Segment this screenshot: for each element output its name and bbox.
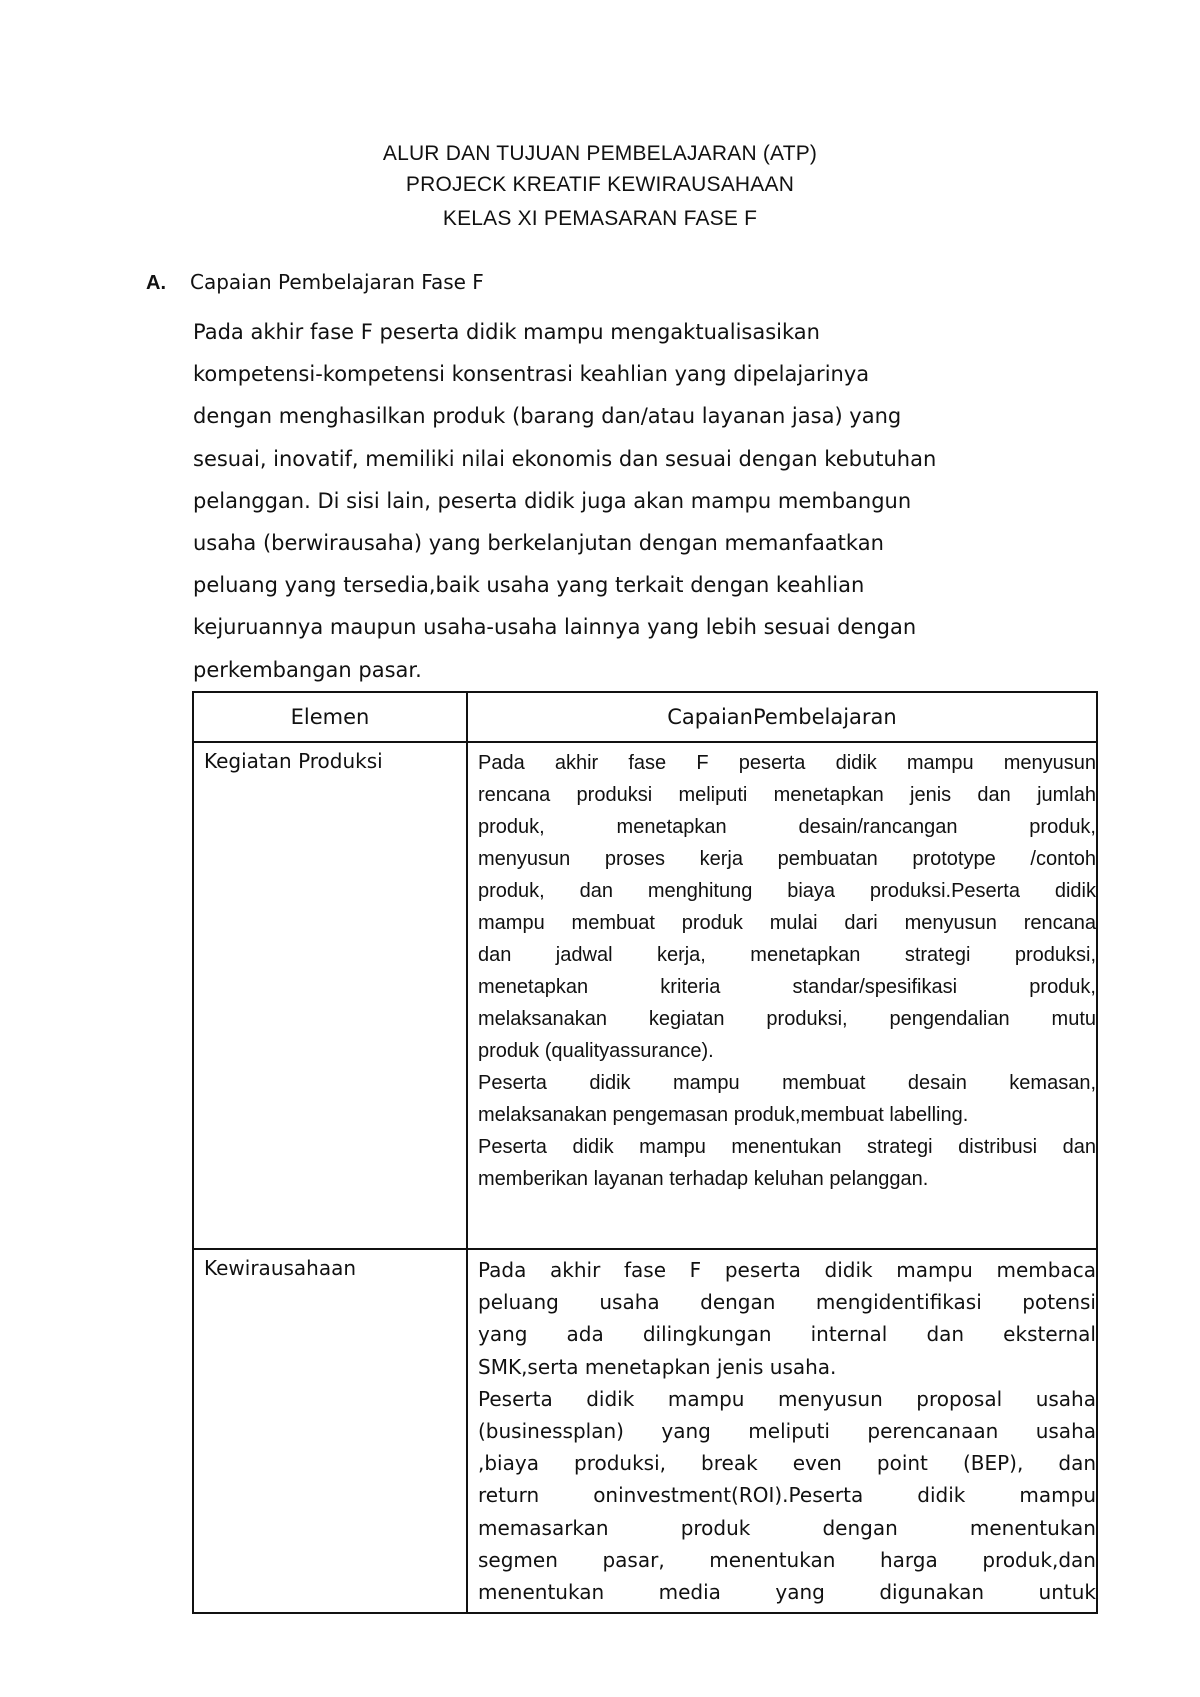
paragraph-line: peluang yang tersedia,baik usaha yang terkait dengan keahlian: [193, 573, 865, 598]
cell-line: melaksanakan kegiatan produksi, pengendalian mutu: [478, 1008, 1096, 1030]
element-cell: Kegiatan Produksi: [193, 742, 467, 1249]
cell-line: memasarkan produk dengan menentukan: [478, 1515, 1096, 1540]
element-cell: Kewirausahaan: [193, 1249, 467, 1613]
cell-line: segmen pasar, menentukan harga produk,dan: [478, 1547, 1096, 1572]
cell-line: (businessplan) yang meliputi perencanaan usaha: [478, 1419, 1096, 1444]
cell-line: Pada akhir fase F peserta didik mampu membaca: [478, 1258, 1096, 1282]
cell-line: rencana produksi meliputi menetapkan jenis dan jumlah: [478, 784, 1096, 806]
cell-line: Pada akhir fase F peserta didik mampu menyusun: [478, 752, 1096, 774]
paragraph-line: perkembangan pasar.: [193, 657, 422, 682]
table-row: [193, 742, 1097, 1249]
header-capaian: CapaianPembelajaran: [467, 692, 1097, 742]
paragraph-line: dengan menghasilkan produk (barang dan/atau layanan jasa) yang: [193, 404, 902, 429]
paragraph-line: kejuruannya maupun usaha-usaha lainnya yang lebih sesuai dengan: [193, 615, 917, 640]
cell-line: Peserta didik mampu menyusun proposal usaha: [478, 1386, 1096, 1411]
cell-line: Peserta didik mampu menentukan strategi distribusi dan: [478, 1136, 1096, 1158]
cell-line: produk, menetapkan desain/rancangan produk,: [478, 816, 1096, 838]
cell-line: produk, dan menghitung biaya produksi.Peserta didik: [478, 880, 1096, 902]
cell-line: melaksanakan pengemasan produk,membuat labelling.: [478, 1104, 969, 1126]
cell-line: return oninvestment(ROI).Peserta didik mampu: [478, 1483, 1096, 1508]
capaian-table: [192, 691, 1098, 1614]
cell-line: peluang usaha dengan mengidentifikasi potensi: [478, 1290, 1096, 1315]
capaian-paragraph: [193, 311, 1081, 691]
cell-line: SMK,serta menetapkan jenis usaha.: [478, 1354, 837, 1379]
cell-line: dan jadwal kerja, menetapkan strategi produksi,: [478, 944, 1096, 966]
cell-line: ,biaya produksi, break even point (BEP), dan: [478, 1451, 1096, 1476]
document-title-line-2: PROJECK KREATIF KEWIRAUSAHAAN: [405, 173, 795, 196]
cell-line: Peserta didik mampu membuat desain kemasan,: [478, 1072, 1096, 1094]
paragraph-line: usaha (berwirausaha) yang berkelanjutan dengan memanfaatkan: [193, 531, 884, 556]
table-header-row: [193, 692, 1097, 742]
capaian-cell: [467, 1249, 1097, 1613]
paragraph-line: kompetensi-kompetensi konsentrasi keahlian yang dipelajarinya: [193, 362, 870, 387]
cell-line: menyusun proses kerja pembuatan prototype /contoh: [478, 848, 1096, 870]
paragraph-line: sesuai, inovatif, memiliki nilai ekonomis dan sesuai dengan kebutuhan: [193, 446, 937, 471]
cell-line: produk (qualityassurance).: [478, 1040, 714, 1062]
section-heading-text: Capaian Pembelajaran Fase F: [190, 270, 484, 294]
cell-line: memberikan layanan terhadap keluhan pelanggan.: [478, 1168, 929, 1190]
cell-line: menetapkan kriteria standar/spesifikasi produk,: [478, 976, 1096, 998]
paragraph-line: pelanggan. Di sisi lain, peserta didik juga akan mampu membangun: [193, 488, 912, 513]
section-letter: A.: [146, 272, 166, 294]
header-elemen: Elemen: [193, 692, 467, 742]
cell-line: yang ada dilingkungan internal dan eksternal: [478, 1322, 1096, 1347]
cell-line: menentukan media yang digunakan untuk: [478, 1580, 1096, 1605]
document-title-line-1: ALUR DAN TUJUAN PEMBELAJARAN (ATP): [382, 142, 818, 165]
capaian-cell: [467, 742, 1097, 1249]
cell-line: mampu membuat produk mulai dari menyusun rencana: [478, 912, 1096, 934]
document-title-line-3: KELAS XI PEMASARAN FASE F: [442, 207, 758, 230]
section-a-heading: [146, 270, 484, 295]
paragraph-line: Pada akhir fase F peserta didik mampu mengaktualisasikan: [193, 320, 820, 344]
table-row: [193, 1249, 1097, 1613]
